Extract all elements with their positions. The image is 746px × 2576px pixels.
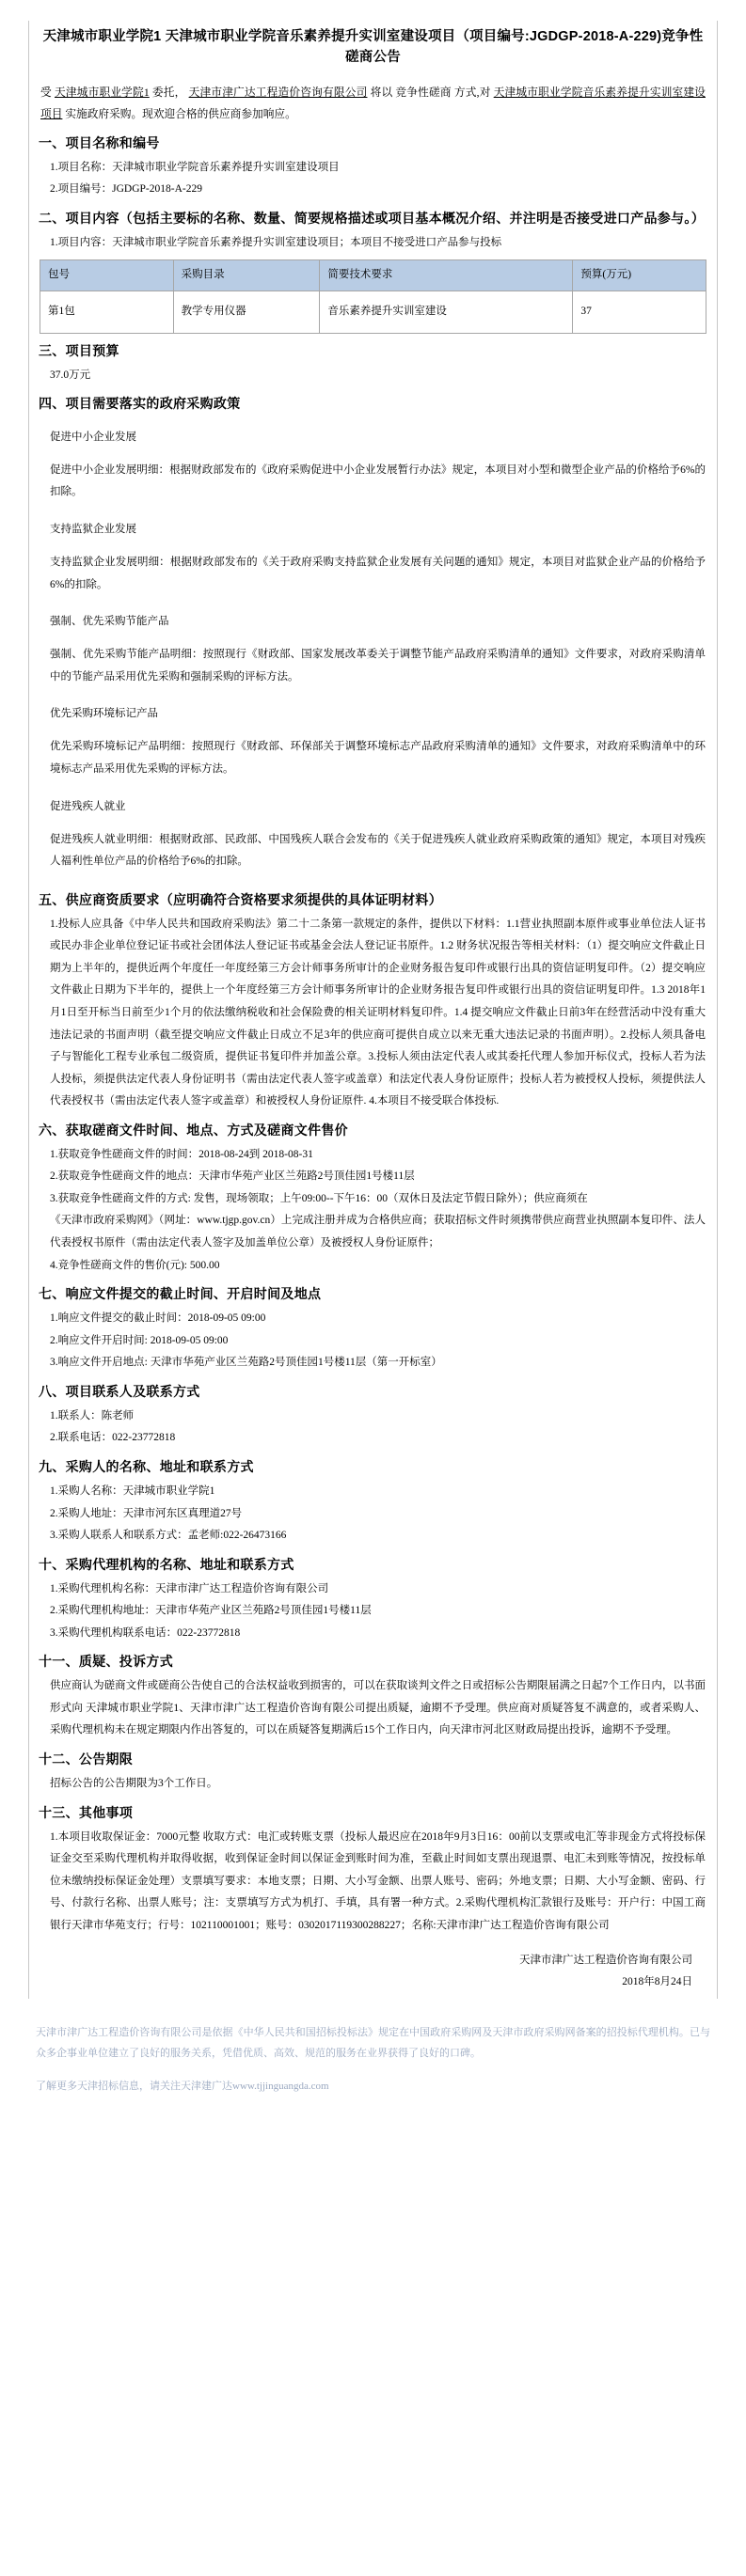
section-10-agency-phone: 3.采购代理机构联系电话：022-23772818	[50, 1626, 241, 1639]
policy-detail-environment: 优先采购环境标记产品明细：按照现行《财政部、环保部关于调整环境标志产品政府采购清单的通知》文件要求，对政府采购清单中的环境标志产品采用优先采购的评标方法。	[50, 741, 706, 775]
policy-title-energy: 强制、优先采购节能产品	[50, 616, 169, 628]
footer-followup-note: 了解更多天津招标信息，请关注天津建广达www.tjjinguangda.com	[36, 2081, 329, 2093]
cell-catalog: 教学专用仪器	[173, 291, 320, 333]
intro-purchaser-link[interactable]: 天津城市职业学院1	[54, 86, 150, 99]
table-header-tech-req: 简要技术要求	[320, 260, 573, 291]
section-9-purchaser-contact: 3.采购人联系人和联系方式：孟老师:022-26473166	[50, 1530, 287, 1542]
section-heading-3: 三、项目预算	[39, 342, 119, 358]
policy-detail-energy: 强制、优先采购节能产品明细：按照现行《财政部、国家发展改革委关于调整节能产品政府采购清单的通知》文件要求，对政府采购清单中的节能产品采用优先采购和强制采购的评标方法。	[50, 649, 706, 683]
package-table	[40, 259, 706, 333]
top-spacer	[0, 0, 746, 21]
cell-budget: 37	[573, 291, 706, 333]
intro-project-link[interactable]: 天津城市职业学院音乐素养提升实训室建设项目	[40, 86, 706, 121]
policy-block-energy	[37, 611, 709, 688]
section-heading-1: 一、项目名称和编号	[39, 134, 160, 150]
policy-block-environment	[37, 703, 709, 780]
intro-paragraph	[39, 82, 707, 126]
section-1-item-2: 2.项目编号：JGDGP-2018-A-229	[50, 183, 202, 196]
section-2-item-1: 1.项目内容：天津城市职业学院音乐素养提升实训室建设项目；本项目不接受进口产品参与投标	[50, 236, 502, 248]
policy-title-environment: 优先采购环境标记产品	[50, 708, 158, 720]
section-heading-6: 六、获取磋商文件时间、地点、方式及磋商文件售价	[39, 1122, 348, 1138]
intro-text-3: 将以	[370, 86, 393, 99]
section-heading-10: 十、采购代理机构的名称、地址和联系方式	[39, 1556, 294, 1572]
policy-detail-disability: 促进残疾人就业明细：根据财政部、民政部、中国残疾人联合会发布的《关于促进残疾人就业政府采购政策的通知》规定，本项目对残疾人福利性单位产品的价格给予6%的扣除。	[50, 833, 706, 868]
section-10-agency-address: 2.采购代理机构地址：天津市华苑产业区兰苑路2号顶佳园1号楼11层	[50, 1605, 372, 1617]
package-table-head	[40, 260, 706, 291]
section-6-item-1: 1.获取竞争性磋商文件的时间：2018-08-24到 2018-08-31	[50, 1148, 313, 1160]
section-heading-12: 十二、公告期限	[39, 1751, 134, 1767]
section-heading-4: 四、项目需要落实的政府采购政策	[39, 396, 241, 412]
cell-tech-req: 音乐素养提升实训室建设	[320, 291, 573, 333]
section-6-item-4: 4.竞争性磋商文件的售价(元): 500.00	[50, 1259, 220, 1271]
section-heading-8: 八、项目联系人及联系方式	[39, 1383, 200, 1399]
bottom-padding	[0, 2125, 746, 2576]
intro-text-2: 委托，	[151, 86, 186, 99]
section-3-budget-value: 37.0万元	[50, 369, 91, 381]
signature-date: 2018年8月24日	[622, 1976, 692, 1988]
section-5-body: 1.投标人应具备《中华人民共和国政府采购法》第二十二条第一款规定的条件，提供以下材料：1.1营业执照副本原件或事业单位法人证书或民办非企业单位登记证书或社会团体法人登记证书或基金会法人登记证书原件。1.2 财务状况报告等相关材料：（1）提交响应文件截止日期为上半年的，提供近两个年度任一年度经第三方会计师事务所审计的企业财务报告复印件或银行出具的资信证明复印件。（2）提交响应文件截止日期为下半年的，提供上一个年度经第三方会计师事务所审计的企业财务报告复印件或银行出具的资信证明复印件。1.3 2018年1月1日至开标当日前至少1个月的依法缴纳税收和社会保险费的相关证明材料复印件。1.4 提交响应文件截止日前3年在经营活动中没有重大违法记录的书面声明（截至提交响应文件截止日成立不足3年的供应商可提供自成立以来无重大违法记录的书面声明）。2.投标人须具备电子与智能化工程专业承包二级资质，提供证书复印件并加盖公章。3.投标人须由法定代表人或其委托代理人参加开标仪式，投标人若为法人投标，须提供法定代表人身份证明书（需由法定代表人签字或盖章）和法定代表人身份证原件；投标人若为被授权人投标，须提供法人代表授权书（需由法定代表人签字或盖章）和被授权人身份证原件. 4.本项目不接受联合体投标.	[50, 918, 706, 1107]
section-10-agency-name: 1.采购代理机构名称：天津市津广达工程造价咨询有限公司	[50, 1582, 329, 1594]
page-title: 天津城市职业学院1 天津城市职业学院音乐素养提升实训室建设项目（项目编号:JGDGP-2018-A-229)竞争性磋商公告	[42, 29, 704, 66]
table-row	[40, 291, 706, 333]
section-heading-11: 十一、质疑、投诉方式	[39, 1654, 173, 1670]
intro-text-5: 实施政府采购。现欢迎合格的供应商参加响应。	[65, 108, 296, 121]
signature-block	[37, 1950, 709, 1993]
policy-detail-sme: 促进中小企业发展明细：根据财政部发布的《政府采购促进中小企业发展暂行办法》规定，本项目对小型和微型企业产品的价格给予6%的扣除。	[50, 463, 706, 498]
policy-detail-prison: 支持监狱企业发展明细：根据财政部发布的《关于政府采购支持监狱企业发展有关问题的通知》规定，本项目对监狱企业产品的价格给予6%的扣除。	[50, 557, 706, 590]
policy-title-prison: 支持监狱企业发展	[50, 523, 136, 535]
section-13-body: 1.本项目收取保证金：7000元整 收取方式：电汇或转账支票（投标人最迟应在2018年9月3日16：00前以支票或电汇等非现金方式将投标保证金交至采购代理机构并取得收据，收到保证金时间以保证金到账时间为准，至截止时间如支票出现退票、电汇未到账等情况，按投标单位未缴纳投标保证金处理）支票填写要求：本地支票；日期、大小写金额、出票人账号、密码；外地支票；日期、大小写金额、密码、行号、付款行名称、出票人账号；注：支票填写方式为机打、手填，具有署一种方式。2.采购代理机构汇款银行及账号：开户行：中国工商银行天津市华苑支行；行号：102110001001；账号：0302017119300288227；名称:天津市津广达工程造价咨询有限公司	[50, 1830, 706, 1931]
package-table-body	[40, 291, 706, 333]
section-12-body: 招标公告的公告期限为3个工作日。	[50, 1778, 218, 1789]
intro-text-1: 受	[40, 86, 52, 99]
section-7-item-3: 3.响应文件开启地点: 天津市华苑产业区兰苑路2号顶佳园1号楼11层（第一开标室）	[50, 1357, 442, 1369]
footer-company-description: 天津市津广达工程造价咨询有限公司是依据《中华人民共和国招标投标法》规定在中国政府采购网及天津市政府采购网备案的招投标代理机构。已与众多企事业单位建立了良好的服务关系，凭借优质、高效、规范的服务在业界获得了良好的口碑。	[36, 2027, 710, 2059]
section-heading-13: 十三、其他事项	[39, 1804, 134, 1820]
section-8-contact-person: 1.联系人：陈老师	[50, 1409, 135, 1422]
policy-title-disability: 促进残疾人就业	[50, 800, 126, 812]
section-heading-5: 五、供应商资质要求（应明确符合资格要求须提供的具体证明材料）	[39, 891, 442, 907]
table-header-budget: 预算(万元)	[573, 260, 706, 291]
section-9-purchaser-name: 1.采购人名称：天津城市职业学院1	[50, 1484, 215, 1497]
signature-organization: 天津市津广达工程造价咨询有限公司	[519, 1955, 692, 1967]
section-6-item-3-line-1: 3.获取竞争性磋商文件的方式: 发售，现场领取；上午09:00--下午16：00（双休日及法定节假日除外）；供应商须在	[50, 1192, 588, 1204]
table-header-row	[40, 260, 706, 291]
section-heading-2: 二、项目内容（包括主要标的名称、数量、简要规格描述或项目基本概况介绍、并注明是否接受进口产品参与。）	[39, 210, 705, 226]
section-heading-9: 九、采购人的名称、地址和联系方式	[39, 1458, 254, 1474]
section-9-purchaser-address: 2.采购人地址：天津市河东区真理道27号	[50, 1507, 243, 1519]
policy-block-sme	[37, 427, 709, 504]
intro-agency-link[interactable]: 天津市津广达工程造价咨询有限公司	[188, 86, 368, 99]
policy-title-sme: 促进中小企业发展	[50, 431, 136, 443]
section-7-item-1: 1.响应文件提交的截止时间：2018-09-05 09:00	[50, 1312, 266, 1325]
section-8-contact-phone: 2.联系电话：022-23772818	[50, 1432, 176, 1444]
document-frame	[28, 21, 718, 1999]
table-header-package-no: 包号	[40, 260, 174, 291]
intro-text-4: 方式,对	[453, 86, 491, 99]
policy-block-prison	[37, 519, 709, 596]
section-heading-7: 七、响应文件提交的截止时间、开启时间及地点	[39, 1286, 322, 1302]
section-1-item-1: 1.项目名称：天津城市职业学院音乐素养提升实训室建设项目	[50, 161, 340, 173]
section-7-item-2: 2.响应文件开启时间: 2018-09-05 09:00	[50, 1334, 229, 1346]
section-6-item-2: 2.获取竞争性磋商文件的地点：天津市华苑产业区兰苑路2号顶佳园1号楼11层	[50, 1170, 415, 1183]
intro-method: 竞争性磋商	[395, 86, 452, 99]
section-11-body: 供应商认为磋商文件或磋商公告使自己的合法权益收到损害的，可以在获取谈判文件之日或招标公告期限届满之日起7个工作日内，以书面形式向 天津城市职业学院1、天津市津广达工程造价咨询有限公司提出质疑，逾期不予受理。供应商对质疑答复不满意的，或者采购人、采购代理机构未在规定期限内作出答复的，可以在质疑答复期满后15个工作日内，向天津市河北区财政局提出投诉，逾期不予受理。	[50, 1680, 706, 1736]
section-6-item-3-line-2: 《天津市政府采购网》（网址：www.tjgp.gov.cn）上完成注册并成为合格供应商；获取招标文件时须携带供应商营业执照副本复印件、法人代表授权书原件（需由法定代表人签字及加盖单位公章）及被授权人身份证原件；	[50, 1215, 706, 1249]
policy-block-disability	[37, 796, 709, 873]
table-header-catalog: 采购目录	[173, 260, 320, 291]
cell-package-no: 第1包	[40, 291, 174, 333]
